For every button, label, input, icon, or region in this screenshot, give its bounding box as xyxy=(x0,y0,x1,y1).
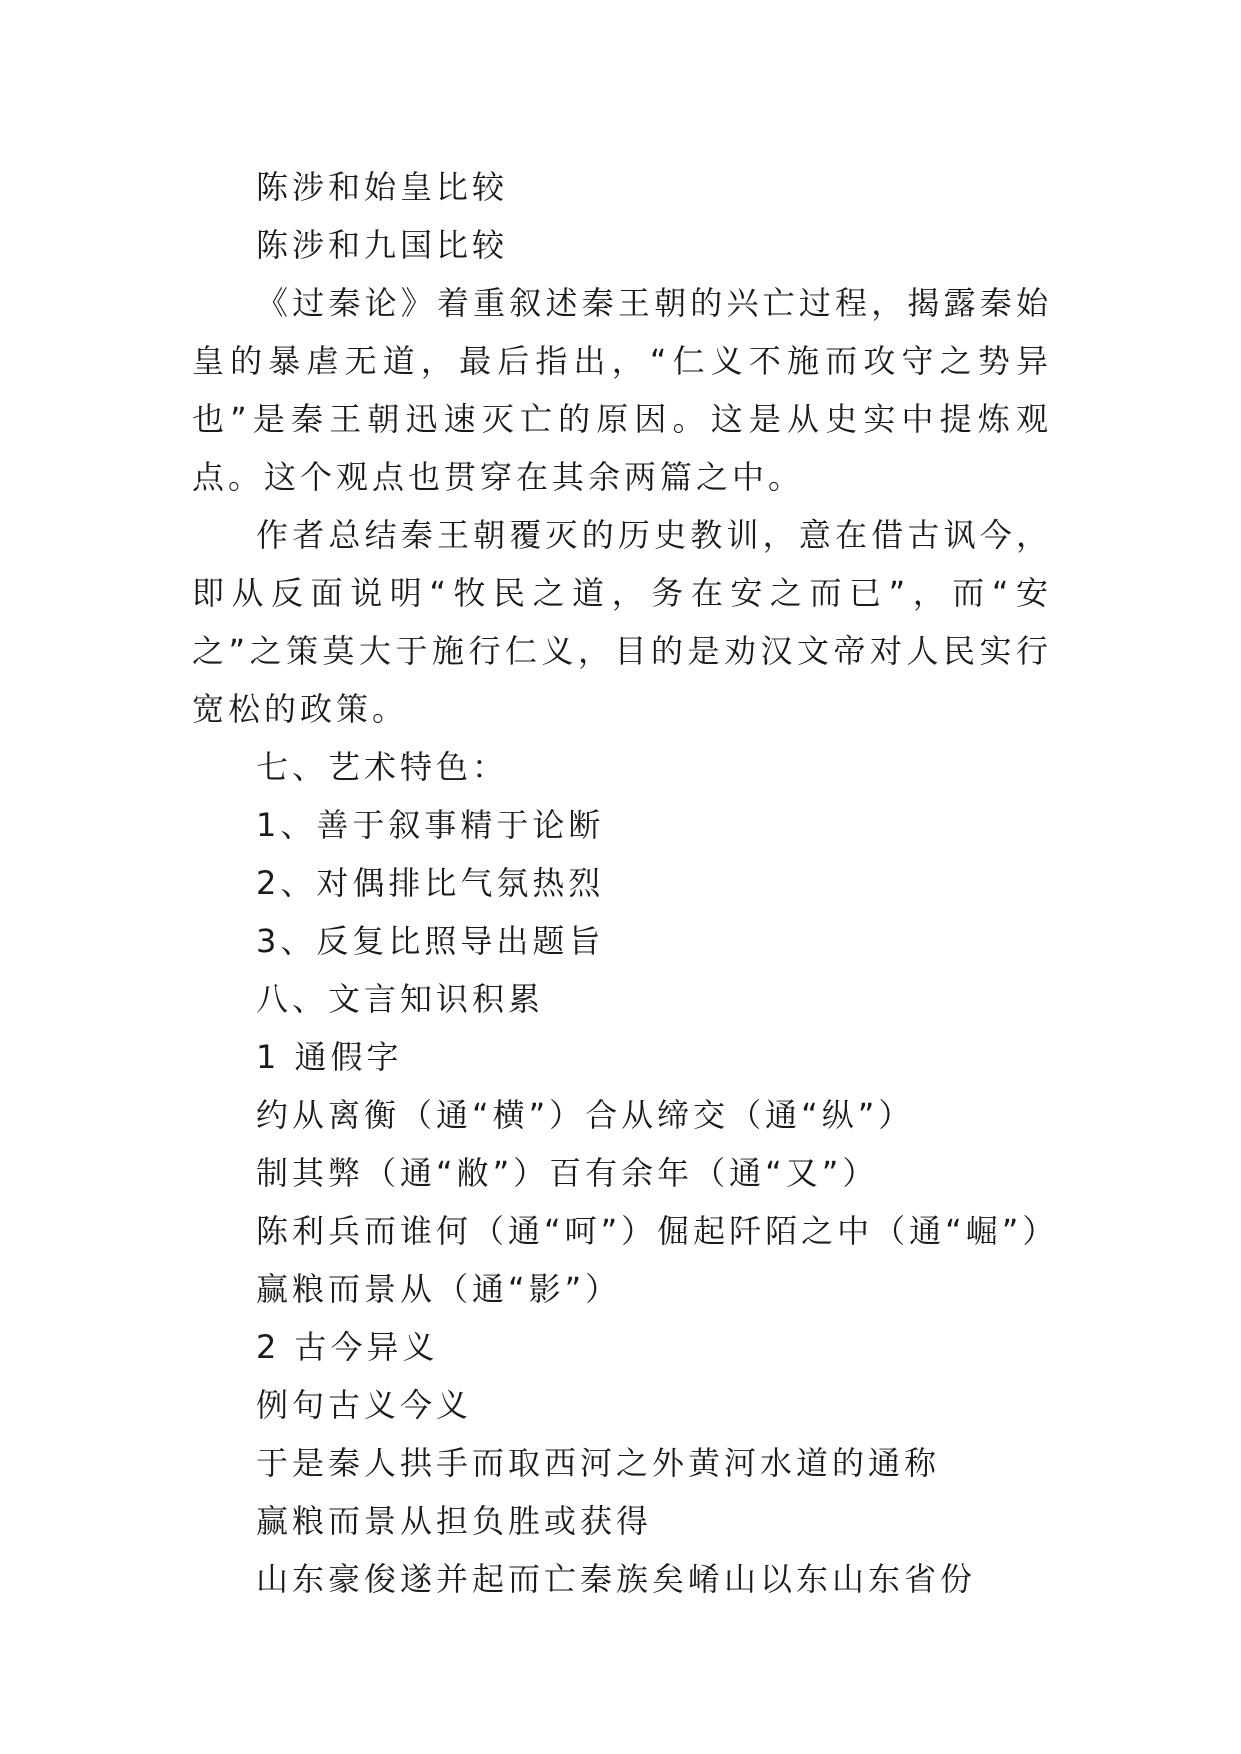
text-line: 陈涉和九国比较 xyxy=(256,226,509,264)
list-item: 于是秦人拱手而取西河之外黄河水道的通称 xyxy=(256,1444,941,1482)
list-item: 约从离衡（通“横”）合从缔交（通“纵”） xyxy=(256,1096,915,1134)
list-item: 制其弊（通“敝”）百有余年（通“又”） xyxy=(256,1154,879,1192)
text-line: 陈涉和始皇比较 xyxy=(256,168,509,206)
list-item: 赢粮而景从担负胜或获得 xyxy=(256,1502,653,1540)
section-heading-art: 七、艺术特色： xyxy=(256,748,509,786)
paragraph-lesson: 作者总结秦王朝覆灭的历史教训，意在借古讽今，即从反面说明“牧民之道，务在安之而已”，而“安之”之策莫大于施行仁义，目的是劝汉文帝对人民实行宽松的政策。 xyxy=(192,516,1052,728)
subsection-title-tongjia: 1 通假字 xyxy=(256,1038,403,1076)
list-item: 1、善于叙事精于论断 xyxy=(256,806,605,844)
list-item: 3、反复比照导出题旨 xyxy=(256,922,605,960)
paragraph-conclusion: 《过秦论》着重叙述秦王朝的兴亡过程，揭露秦始皇的暴虐无道，最后指出，“仁义不施而攻守之势异也”是秦王朝迅速灭亡的原因。这是从史实中提炼观点。这个观点也贯穿在其余两篇之中。 xyxy=(192,284,1052,496)
document-body xyxy=(192,158,1059,1608)
subsection-title-gujin: 2 古今异义 xyxy=(256,1328,439,1366)
section-heading-classical: 八、文言知识积累 xyxy=(256,980,545,1018)
list-item: 山东豪俊遂并起而亡秦族矣崤山以东山东省份 xyxy=(256,1560,977,1598)
list-item: 陈利兵而谁何（通“呵”）倔起阡陌之中（通“崛”） xyxy=(256,1212,1059,1250)
list-item: 赢粮而景从（通“影”） xyxy=(256,1270,622,1308)
table-header-line: 例句古义今义 xyxy=(256,1386,473,1424)
list-item: 2、对偶排比气氛热烈 xyxy=(256,864,605,902)
